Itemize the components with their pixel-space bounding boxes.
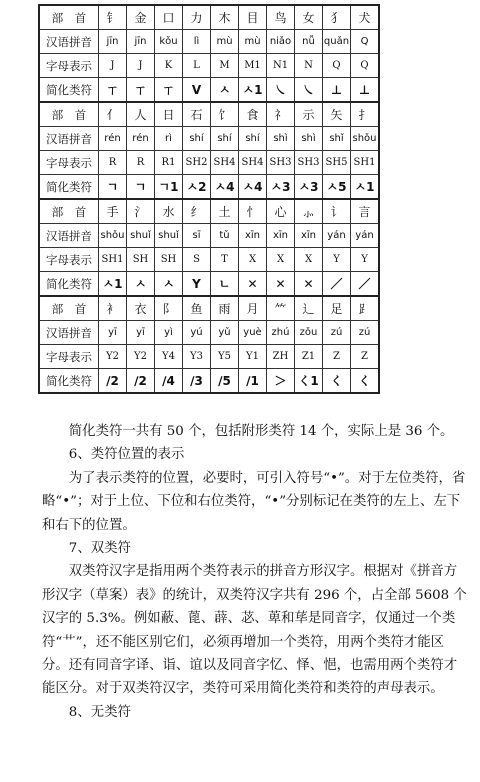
paragraph: 8、无类符: [68, 704, 131, 720]
letter-cell: R1: [155, 151, 183, 175]
pinyin-cell: quǎn: [323, 30, 351, 54]
letter-cell: Y2: [99, 345, 127, 369]
letter-cell: SH4: [239, 151, 267, 175]
pinyin-cell: yī: [99, 321, 127, 345]
table-row: [39, 369, 379, 394]
pinyin-cell: Q: [351, 30, 380, 54]
pinyin-cell: yī: [127, 321, 155, 345]
simplified-symbol-cell: ㄴ: [211, 272, 239, 297]
radical-cell: 礻: [267, 102, 295, 127]
pinyin-cell: zú: [323, 321, 351, 345]
pinyin-cell: yán: [351, 224, 380, 248]
row-header: 部 首: [39, 5, 99, 30]
letter-cell: N1: [267, 54, 295, 78]
row-header: 简化类符: [39, 175, 99, 200]
radical-cell: 讠: [323, 199, 351, 224]
pinyin-cell: sī: [183, 224, 211, 248]
table-row: [39, 224, 379, 248]
simplified-symbol-cell: ㄒ: [127, 78, 155, 103]
radical-cell: 金: [127, 5, 155, 30]
radical-cell: ⺮: [267, 296, 295, 321]
pinyin-cell: yán: [323, 224, 351, 248]
radical-table: [38, 4, 380, 394]
simplified-symbol-cell: ㅅ3: [295, 175, 323, 200]
simplified-symbol-cell: ㅅ1: [99, 272, 127, 297]
pinyin-cell: rén: [127, 127, 155, 151]
letter-cell: Y: [351, 248, 380, 272]
table-row: [39, 296, 379, 321]
paragraph: 6、类符位置的表示: [68, 447, 185, 463]
letter-cell: J: [127, 54, 155, 78]
pinyin-cell: mù: [239, 30, 267, 54]
table-row: [39, 345, 379, 369]
radical-cell: 力: [183, 5, 211, 30]
letter-cell: Y2: [127, 345, 155, 369]
table-row: [39, 248, 379, 272]
pinyin-cell: xīn: [295, 224, 323, 248]
radical-cell: 女: [295, 5, 323, 30]
simplified-symbol-cell: く: [351, 369, 380, 394]
radical-cell: 足: [323, 296, 351, 321]
letter-cell: Z: [323, 345, 351, 369]
letter-cell: M1: [239, 54, 267, 78]
simplified-symbol-cell: ⊥: [323, 78, 351, 103]
radical-cell: 雨: [211, 296, 239, 321]
simplified-symbol-cell: ㇏: [267, 78, 295, 103]
letter-cell: Q: [323, 54, 351, 78]
pinyin-cell: shí: [211, 127, 239, 151]
pinyin-cell: jīn: [127, 30, 155, 54]
letter-cell: SH3: [267, 151, 295, 175]
radical-cell: ⻊: [351, 296, 380, 321]
body-text: [42, 420, 470, 724]
pinyin-cell: rì: [155, 127, 183, 151]
table-row: [39, 272, 379, 297]
radical-cell: 土: [211, 199, 239, 224]
simplified-symbol-cell: ∕5: [211, 369, 239, 394]
pinyin-cell: yǔ: [211, 321, 239, 345]
pinyin-cell: shí: [183, 127, 211, 151]
radical-cell: 犭: [323, 5, 351, 30]
row-header: 简化类符: [39, 78, 99, 103]
simplified-symbol-cell: ＞: [267, 369, 295, 394]
simplified-symbol-cell: ㄱ: [127, 175, 155, 200]
letter-cell: N: [295, 54, 323, 78]
row-header: 汉语拼音: [39, 127, 99, 151]
letter-cell: M: [211, 54, 239, 78]
row-header: 部 首: [39, 199, 99, 224]
pinyin-cell: lì: [183, 30, 211, 54]
radical-cell: 氵: [127, 199, 155, 224]
table-row: [39, 30, 379, 54]
letter-cell: L: [183, 54, 211, 78]
simplified-symbol-cell: ㄒ: [99, 78, 127, 103]
paragraph: 为了表示类符的位置，必要时，可引入符号“•”。对于左位类符，省略“•”；对于上位、下位和右位类符，“•”分别标记在类符的左上、左下和右下的位置。: [42, 470, 466, 533]
table-row: [39, 175, 379, 200]
pinyin-cell: zú: [351, 321, 380, 345]
row-header: 字母表示: [39, 248, 99, 272]
pinyin-cell: yuè: [239, 321, 267, 345]
radical-cell: 手: [99, 199, 127, 224]
simplified-symbol-cell: ㅅ1: [239, 78, 267, 103]
radical-cell: 忄: [239, 199, 267, 224]
letter-cell: SH4: [211, 151, 239, 175]
letter-cell: X: [239, 248, 267, 272]
pinyin-cell: shuǐ: [155, 224, 183, 248]
letter-cell: Y5: [211, 345, 239, 369]
table-row: [39, 5, 379, 30]
pinyin-cell: nǚ: [295, 30, 323, 54]
simplified-symbol-cell: ㇏: [295, 78, 323, 103]
row-header: 部 首: [39, 102, 99, 127]
row-header: 简化类符: [39, 272, 99, 297]
row-header: 简化类符: [39, 369, 99, 394]
simplified-symbol-cell: ∕2: [127, 369, 155, 394]
pinyin-cell: rén: [99, 127, 127, 151]
table-row: [39, 199, 379, 224]
letter-cell: Y4: [155, 345, 183, 369]
table-row: [39, 321, 379, 345]
simplified-symbol-cell: ✕: [267, 272, 295, 297]
radical-cell: 示: [295, 102, 323, 127]
letter-cell: ZH: [267, 345, 295, 369]
radical-cell: 月: [239, 296, 267, 321]
simplified-symbol-cell: ㄒ: [155, 78, 183, 103]
paragraph: 双类符汉字是指用两个类符表示的拼音方形汉字。根据对《拼音方形汉字（草案）表》的统计，双类符汉字共有 296 个，占全部 5608 个汉字的 5.3%。例如蔽、蓖、薜、苾、萆和荜是同音字，仅通过一个类符“艹”，还不能区别它们，必须再增加一个类符，用两个类符才能区分。还有同音字译、诣、谊以及同音字忆、怿、悒，也需用两个类符才能区分。对于双类符汉字，类符可采用简化类符和类符的声母表示。: [42, 564, 467, 697]
pinyin-cell: zǒu: [295, 321, 323, 345]
simplified-symbol-cell: ㅅ1: [351, 175, 380, 200]
radical-cell: 水: [155, 199, 183, 224]
simplified-symbol-cell: ㄱ: [99, 175, 127, 200]
letter-cell: J: [99, 54, 127, 78]
table-row: [39, 151, 379, 175]
radical-cell: 人: [127, 102, 155, 127]
simplified-symbol-cell: ㅅ4: [211, 175, 239, 200]
radical-cell: 衤: [99, 296, 127, 321]
radical-cell: 钅: [99, 5, 127, 30]
pinyin-cell: shì: [267, 127, 295, 151]
simplified-symbol-cell: く: [323, 369, 351, 394]
pinyin-cell: yì: [155, 321, 183, 345]
pinyin-cell: shǐ: [323, 127, 351, 151]
radical-cell: 纟: [183, 199, 211, 224]
letter-cell: SH5: [323, 151, 351, 175]
letter-cell: Y3: [183, 345, 211, 369]
simplified-symbol-cell: ✕: [239, 272, 267, 297]
simplified-symbol-cell: ∕2: [99, 369, 127, 394]
radical-cell: 目: [239, 5, 267, 30]
simplified-symbol-cell: ㅅ5: [323, 175, 351, 200]
simplified-symbol-cell: ㅅ2: [183, 175, 211, 200]
pinyin-cell: shì: [295, 127, 323, 151]
letter-cell: Z1: [295, 345, 323, 369]
row-header: 字母表示: [39, 151, 99, 175]
simplified-symbol-cell: く1: [295, 369, 323, 394]
radical-cell: 犬: [351, 5, 380, 30]
table-row: [39, 78, 379, 103]
pinyin-cell: yú: [183, 321, 211, 345]
radical-cell: 阝: [155, 296, 183, 321]
letter-cell: SH1: [99, 248, 127, 272]
letter-cell: Y: [323, 248, 351, 272]
letter-cell: K: [155, 54, 183, 78]
table-row: [39, 127, 379, 151]
letter-cell: X: [267, 248, 295, 272]
simplified-symbol-cell: ✕: [295, 272, 323, 297]
letter-cell: SH3: [295, 151, 323, 175]
simplified-symbol-cell: ／: [323, 272, 351, 297]
paragraph: 简化类符一共有 50 个，包括附形类符 14 个，实际上是 36 个。: [68, 424, 454, 439]
radical-cell: ⺗: [295, 199, 323, 224]
row-header: 汉语拼音: [39, 30, 99, 54]
radical-cell: 日: [155, 102, 183, 127]
row-header: 汉语拼音: [39, 224, 99, 248]
letter-cell: R: [99, 151, 127, 175]
paragraph: 7、双类符: [68, 541, 131, 557]
letter-cell: SH: [155, 248, 183, 272]
letter-cell: R: [127, 151, 155, 175]
radical-cell: 口: [155, 5, 183, 30]
pinyin-cell: shí: [239, 127, 267, 151]
simplified-symbol-cell: ㅅ: [127, 272, 155, 297]
radical-cell: 饣: [211, 102, 239, 127]
simplified-symbol-cell: ㅅ: [155, 272, 183, 297]
radical-cell: 矢: [323, 102, 351, 127]
pinyin-cell: shǒu: [351, 127, 380, 151]
letter-cell: SH1: [351, 151, 380, 175]
radical-cell: 鱼: [183, 296, 211, 321]
simplified-symbol-cell: ㄱ1: [155, 175, 183, 200]
radical-cell: 亻: [99, 102, 127, 127]
radical-cell: 言: [351, 199, 380, 224]
radical-cell: 心: [267, 199, 295, 224]
simplified-symbol-cell: ∕3: [183, 369, 211, 394]
pinyin-cell: shuǐ: [127, 224, 155, 248]
letter-cell: Y1: [239, 345, 267, 369]
row-header: 汉语拼音: [39, 321, 99, 345]
row-header: 字母表示: [39, 345, 99, 369]
radical-cell: 扌: [351, 102, 380, 127]
pinyin-cell: mù: [211, 30, 239, 54]
radical-cell: 石: [183, 102, 211, 127]
pinyin-cell: tǔ: [211, 224, 239, 248]
row-header: 字母表示: [39, 54, 99, 78]
radical-cell: 鸟: [267, 5, 295, 30]
radical-cell: 食: [239, 102, 267, 127]
table-row: [39, 54, 379, 78]
row-header: 部 首: [39, 296, 99, 321]
radical-cell: 木: [211, 5, 239, 30]
simplified-symbol-cell: ㅅ4: [239, 175, 267, 200]
simplified-symbol-cell: Y: [183, 272, 211, 297]
pinyin-cell: kǒu: [155, 30, 183, 54]
table-row: [39, 102, 379, 127]
pinyin-cell: zhú: [267, 321, 295, 345]
radical-cell: 辶: [295, 296, 323, 321]
simplified-symbol-cell: ㅅ: [211, 78, 239, 103]
letter-cell: S: [183, 248, 211, 272]
radical-cell: 衣: [127, 296, 155, 321]
pinyin-cell: jīn: [99, 30, 127, 54]
simplified-symbol-cell: ∕4: [155, 369, 183, 394]
pinyin-cell: shǒu: [99, 224, 127, 248]
pinyin-cell: xīn: [239, 224, 267, 248]
simplified-symbol-cell: V: [183, 78, 211, 103]
simplified-symbol-cell: ⊥: [351, 78, 380, 103]
letter-cell: SH: [127, 248, 155, 272]
letter-cell: SH2: [183, 151, 211, 175]
simplified-symbol-cell: ㅅ3: [267, 175, 295, 200]
simplified-symbol-cell: ∕1: [239, 369, 267, 394]
simplified-symbol-cell: ／: [351, 272, 380, 297]
pinyin-cell: niǎo: [267, 30, 295, 54]
letter-cell: Q: [351, 54, 380, 78]
letter-cell: X: [295, 248, 323, 272]
letter-cell: Z: [351, 345, 380, 369]
pinyin-cell: xīn: [267, 224, 295, 248]
letter-cell: T: [211, 248, 239, 272]
